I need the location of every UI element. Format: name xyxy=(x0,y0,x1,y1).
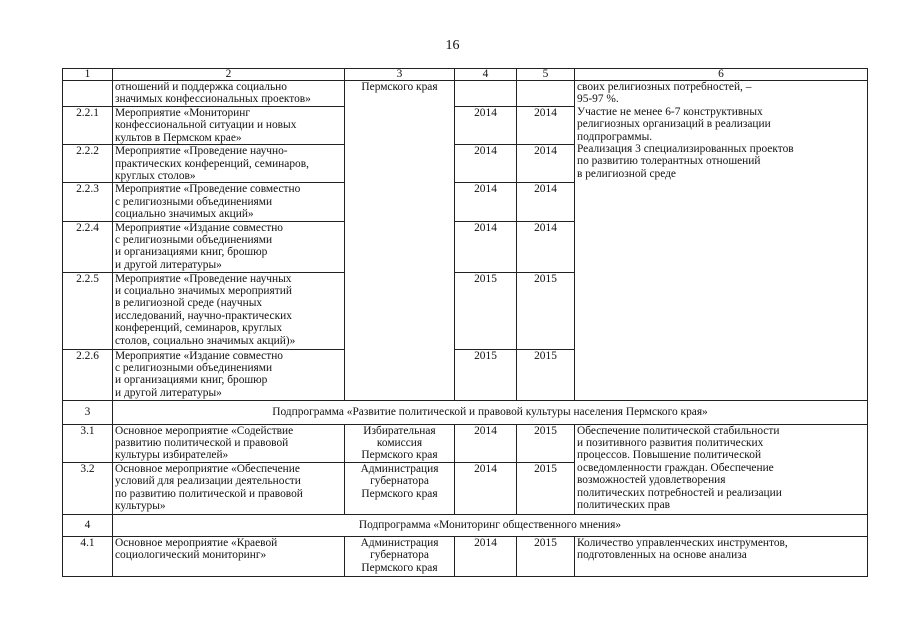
text-line: Избирательная xyxy=(363,424,436,437)
end-year: 2015 xyxy=(517,349,575,400)
measure-name xyxy=(113,462,345,514)
expected-result xyxy=(575,536,868,576)
measure-name xyxy=(113,81,345,107)
text-line: политических потребностей и реализации xyxy=(577,486,782,499)
text-line: социально значимых акций» xyxy=(115,208,254,221)
text-line: Основное мероприятие «Краевой xyxy=(115,536,278,549)
text-line: по развитию политической и правовой xyxy=(115,487,303,500)
measure-name xyxy=(113,107,345,145)
text-line: с религиозными объединениями xyxy=(115,234,273,247)
text-line: процессов. Повышение политической xyxy=(577,449,762,462)
row-number: 3.1 xyxy=(63,424,113,462)
text-line: исследований, научно-практических xyxy=(115,309,292,322)
program-table xyxy=(62,68,868,577)
executor xyxy=(345,462,455,514)
row-number: 2.2.3 xyxy=(63,183,113,221)
text-line: конференций, семинаров, круглых xyxy=(115,322,283,335)
row-number: 2.2.2 xyxy=(63,145,113,183)
text-line: по развитию толерантных отношений xyxy=(577,155,761,168)
column-number: 3 xyxy=(345,69,455,81)
text-line: подпрограммы. xyxy=(577,130,653,143)
text-line: Мероприятие «Проведение совместно xyxy=(115,183,301,196)
subprogram-row xyxy=(63,514,868,536)
text-line: с религиозными объединениями xyxy=(115,195,273,208)
text-line: Пермского края xyxy=(361,449,438,462)
text-line: Мероприятие «Проведение научных xyxy=(115,272,292,285)
table-row xyxy=(63,81,868,107)
start-year: 2014 xyxy=(455,183,517,221)
text-line: Обеспечение политической стабильности xyxy=(577,424,780,437)
end-year: 2015 xyxy=(517,424,575,462)
text-line: развитию политической и правовой xyxy=(115,437,289,450)
measure-name xyxy=(113,424,345,462)
row-number: 4.1 xyxy=(63,536,113,576)
text-line: Мероприятие «Проведение научно- xyxy=(115,145,288,158)
text-line: и другой литературы» xyxy=(115,258,222,271)
text-line: подготовленных на основе анализа xyxy=(577,549,747,562)
start-year: 2015 xyxy=(455,349,517,400)
start-year: 2014 xyxy=(455,424,517,462)
table-row xyxy=(63,424,868,462)
executor xyxy=(345,536,455,576)
text-line: осведомленности граждан. Обеспечение xyxy=(577,461,774,474)
text-line: в религиозной среде (научных xyxy=(115,297,263,310)
executor xyxy=(345,424,455,462)
end-year xyxy=(517,81,575,107)
row-number: 2.2.4 xyxy=(63,221,113,272)
measure-name xyxy=(113,145,345,183)
text-line: Мероприятие «Издание совместно xyxy=(115,349,283,362)
text-line: своих религиозных потребностей, – xyxy=(577,81,752,93)
row-number xyxy=(63,81,113,107)
measure-name xyxy=(113,221,345,272)
row-number: 3 xyxy=(63,400,113,424)
row-number: 3.2 xyxy=(63,462,113,514)
start-year: 2014 xyxy=(455,536,517,576)
text-line: отношений и поддержка социально xyxy=(115,81,287,93)
column-number: 4 xyxy=(455,69,517,81)
text-line: Количество управленческих инструментов, xyxy=(577,536,788,549)
text-line: комиссия xyxy=(376,437,423,450)
subprogram-title: Подпрограмма «Развитие политической и правовой культуры населения Пермского края» xyxy=(113,400,868,424)
text-line: Администрация xyxy=(360,462,439,475)
text-line: конфессиональной ситуации и новых xyxy=(115,119,297,132)
text-line: Участие не менее 6-7 конструктивных xyxy=(577,105,763,118)
row-number: 2.2.1 xyxy=(63,107,113,145)
end-year: 2015 xyxy=(517,272,575,349)
text-line: политических прав xyxy=(577,499,671,512)
text-line: практических конференций, семинаров, xyxy=(115,157,309,170)
text-line: культуры» xyxy=(115,500,166,513)
text-line: с религиозными объединениями xyxy=(115,362,273,375)
start-year xyxy=(455,81,517,107)
measure-name xyxy=(113,272,345,349)
column-number: 6 xyxy=(575,69,868,81)
text-line: Пермского края xyxy=(361,561,438,574)
text-line: Реализация 3 специализированных проектов xyxy=(577,143,794,156)
end-year: 2014 xyxy=(517,221,575,272)
text-line: Основное мероприятие «Содействие xyxy=(115,424,294,437)
text-line: значимых конфессиональных проектов» xyxy=(115,93,311,106)
text-line: культуры избирателей» xyxy=(115,449,229,462)
start-year: 2014 xyxy=(455,145,517,183)
table-row xyxy=(63,536,868,576)
text-line: Основное мероприятие «Обеспечение xyxy=(115,462,300,475)
text-line: Мероприятие «Мониторинг xyxy=(115,107,251,119)
text-line: губернатора xyxy=(370,475,429,488)
row-number: 2.2.6 xyxy=(63,349,113,400)
text-line: социологический мониторинг» xyxy=(115,549,267,562)
column-number: 5 xyxy=(517,69,575,81)
measure-name xyxy=(113,536,345,576)
column-number: 2 xyxy=(113,69,345,81)
text-line: и социально значимых мероприятий xyxy=(115,285,292,298)
measure-name xyxy=(113,183,345,221)
text-line: возможностей удовлетворения xyxy=(577,474,726,487)
text-line: в религиозной среде xyxy=(577,167,676,180)
text-line: культов в Пермском крае» xyxy=(115,131,242,144)
column-numbers-row xyxy=(63,69,868,81)
executor xyxy=(345,81,455,401)
start-year: 2014 xyxy=(455,221,517,272)
text-line: и другой литературы» xyxy=(115,386,222,399)
text-line: столов, социально значимых акций)» xyxy=(115,334,296,347)
start-year: 2015 xyxy=(455,272,517,349)
end-year: 2015 xyxy=(517,536,575,576)
expected-result xyxy=(575,424,868,514)
measure-name xyxy=(113,349,345,400)
text-line: и организациями книг, брошюр xyxy=(115,374,268,387)
text-line: и позитивного развития политических xyxy=(577,437,764,450)
text-line: 95-97 %. xyxy=(577,93,619,106)
column-number: 1 xyxy=(63,69,113,81)
row-number: 4 xyxy=(63,514,113,536)
text-line: Пермского края xyxy=(361,487,438,500)
start-year: 2014 xyxy=(455,462,517,514)
text-line: Пермского края xyxy=(361,81,438,93)
text-line: Администрация xyxy=(360,536,439,549)
expected-result xyxy=(575,81,868,401)
subprogram-title: Подпрограмма «Мониторинг общественного мнения» xyxy=(113,514,868,536)
page-number: 16 xyxy=(445,38,460,53)
subprogram-row xyxy=(63,400,868,424)
end-year: 2015 xyxy=(517,462,575,514)
text-line: губернатора xyxy=(370,549,429,562)
start-year: 2014 xyxy=(455,107,517,145)
end-year: 2014 xyxy=(517,145,575,183)
text-line: и организациями книг, брошюр xyxy=(115,246,268,259)
text-line: условий для реализации деятельности xyxy=(115,475,301,488)
row-number: 2.2.5 xyxy=(63,272,113,349)
text-line: религиозных организаций в реализации xyxy=(577,118,771,131)
text-line: круглых столов» xyxy=(115,170,196,183)
end-year: 2014 xyxy=(517,107,575,145)
text-line: Мероприятие «Издание совместно xyxy=(115,221,283,234)
end-year: 2014 xyxy=(517,183,575,221)
